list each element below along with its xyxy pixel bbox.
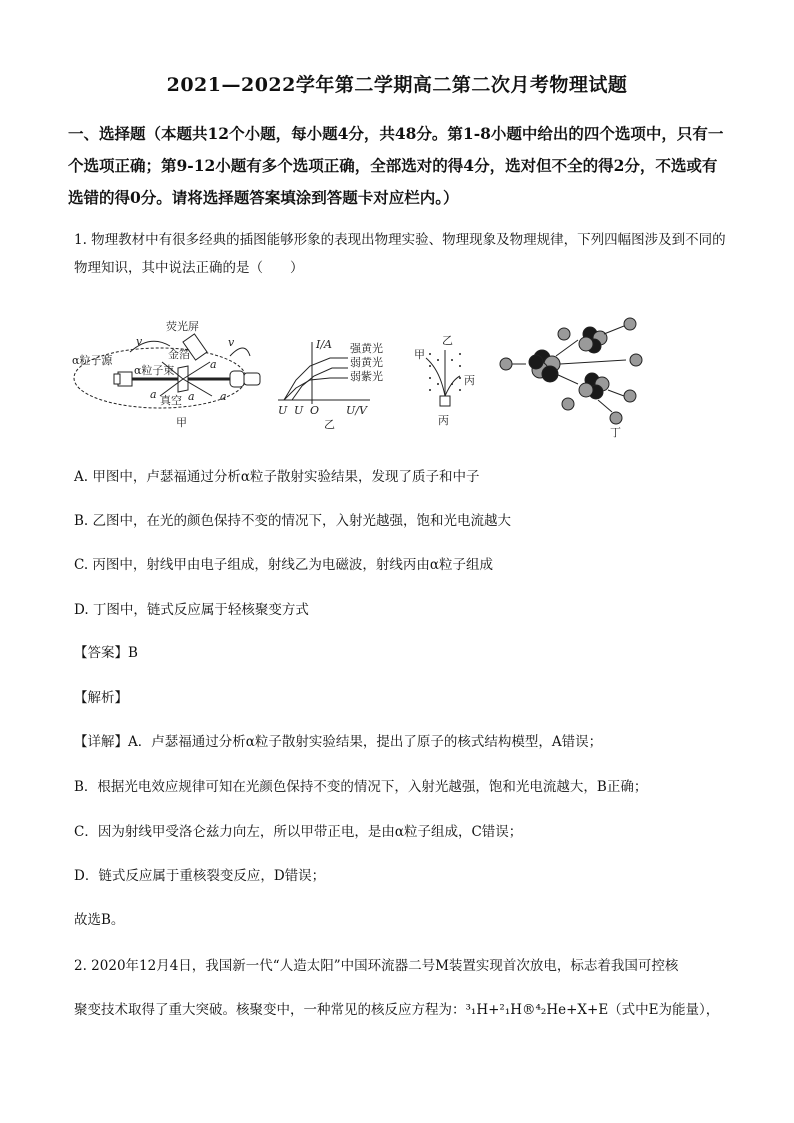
page-title: 2021—2022学年第二学期高二第二次月考物理试题 xyxy=(166,74,628,96)
curve-weak-violet: 弱紫光 xyxy=(350,370,383,383)
label-a-3: a xyxy=(220,390,227,403)
ray-bing-label: 丙 xyxy=(464,374,475,387)
question-2-line-1: 2. 2020年12月4日，我国新一代“人造太阳”中国环流器二号M装置实现首次放电，标志着我国可控核 xyxy=(74,958,679,974)
explanation-line: B．根据光电效应规律可知在光颜色保持不变的情况下，入射光越强，饱和光电流越大，B正确； xyxy=(74,779,648,795)
question-1-stem: 1. 物理教材中有很多经典的插图能够形象的表现出物理实验、物理现象及物理规律，下列四幅图涉及到不同的物理知识，其中说法正确的是（ ） xyxy=(74,232,726,276)
label-alpha-source: α粒子源 xyxy=(72,354,113,367)
question-2-stem xyxy=(74,952,744,1024)
question-1-figures xyxy=(70,300,730,440)
curve-weak-yellow: 弱黄光 xyxy=(350,356,383,369)
answer-tag: 【答案】B xyxy=(74,645,138,661)
label-v-left: v xyxy=(136,335,143,348)
axis-origin: O xyxy=(310,404,320,417)
nucleus-top xyxy=(579,327,607,353)
option-c: C. 丙图中，射线甲由电子组成，射线乙为电磁波，射线丙由α粒子组成 xyxy=(74,557,494,573)
label-a-2: a xyxy=(188,390,195,403)
axis-y-label: I/A xyxy=(316,338,332,351)
explanation-line: D．链式反应属于重核裂变反应，D错误； xyxy=(74,868,326,884)
label-fluorescent-screen: 荧光屏 xyxy=(166,320,199,333)
label-a-1: a xyxy=(150,388,157,401)
label-a-4: a xyxy=(210,358,217,371)
explanation-line: 【详解】A．卢瑟福通过分析α粒子散射实验结果，提出了原子的核式结构模型，A错误； xyxy=(74,734,603,750)
option-b: B. 乙图中，在光的颜色保持不变的情况下，入射光越强，饱和光电流越大 xyxy=(74,513,512,529)
label-vacuum: 真空 xyxy=(160,394,182,407)
figure-ding xyxy=(500,318,642,439)
caption-ding: 丁 xyxy=(610,426,621,439)
curve-strong-yellow: 强黄光 xyxy=(350,342,383,355)
nucleus-bottom xyxy=(579,373,609,399)
caption-bing: 丙 xyxy=(438,414,449,427)
label-alpha-beam: α粒子束 xyxy=(134,364,175,377)
figure-jia xyxy=(72,319,260,429)
explanation-line: C．因为射线甲受洛仑兹力向左，所以甲带正电，是由α粒子组成，C错误； xyxy=(74,824,523,840)
label-v-right: v xyxy=(228,336,235,349)
section-header: 一、选择题（本题共12个小题，每小题4分，共48分。第1-8小题中给出的四个选项中，只有一个选项正确；第9-12小题有多个选项正确，全部选对的得4分，选对但不全的得2分，不选或有选错的得0分。请将选择题答案填涂到答题卡对应栏内。） xyxy=(68,124,724,207)
axis-u-2: U xyxy=(294,404,304,417)
label-gold-foil: 金箔 xyxy=(168,348,190,361)
figure-yi xyxy=(278,338,383,431)
ray-jia-label: 甲 xyxy=(414,348,425,361)
analysis-tag: 【解析】 xyxy=(74,690,128,706)
axis-x-label: U/V xyxy=(346,404,367,417)
caption-yi: 乙 xyxy=(324,418,335,431)
option-d: D. 丁图中，链式反应属于轻核聚变方式 xyxy=(74,602,309,618)
option-a: A. 甲图中，卢瑟福通过分析α粒子散射实验结果，发现了质子和中子 xyxy=(74,469,480,485)
nucleus-center xyxy=(529,350,560,382)
question-2-line-2: 聚变技术取得了重大突破。核聚变中，一种常见的核反应方程为：³₁H+²₁H®⁴₂He+X+E（式中E为能量）， xyxy=(74,1002,720,1018)
axis-u-1: U xyxy=(278,404,288,417)
caption-jia: 甲 xyxy=(176,416,187,429)
explanation-line: 故选B。 xyxy=(74,912,125,928)
figure-bing xyxy=(414,334,475,427)
ray-yi-label: 乙 xyxy=(442,334,453,347)
